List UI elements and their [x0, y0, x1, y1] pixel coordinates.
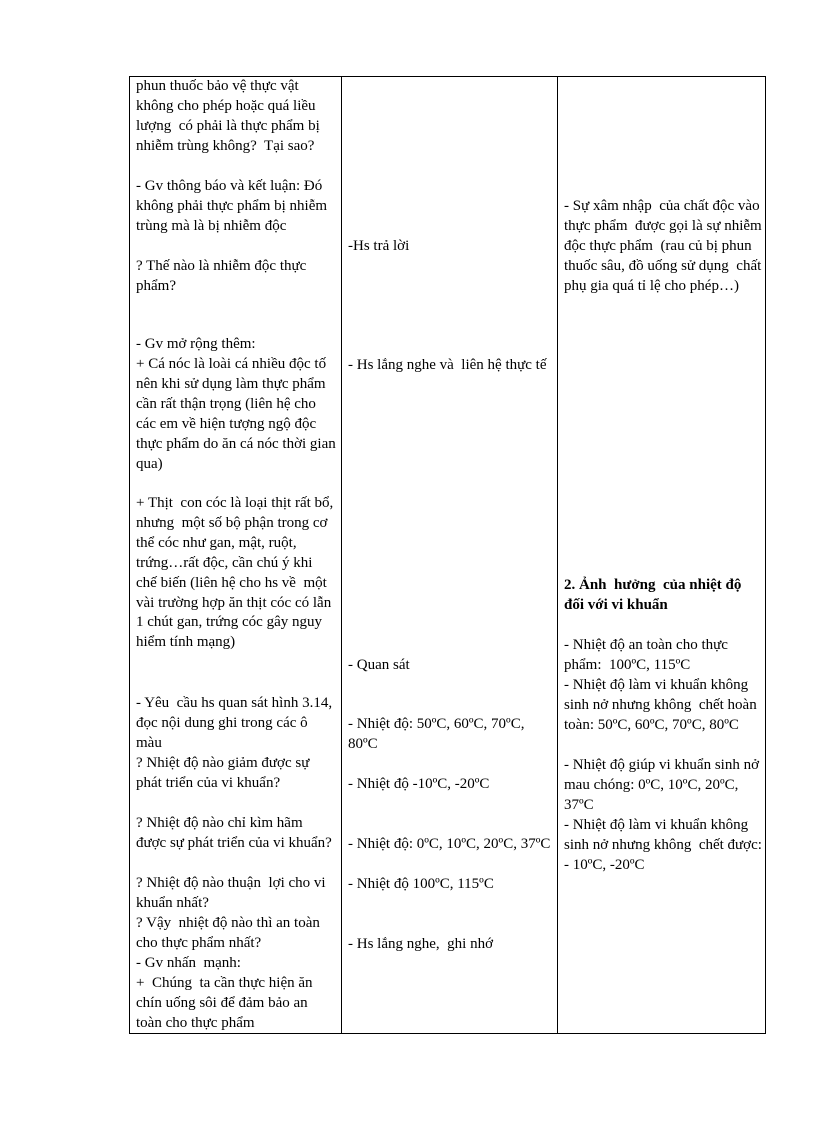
teacher-paragraph: ? Thế nào là nhiễm độc thực phẩm?: [136, 258, 311, 294]
teacher-paragraph: + Chúng ta cần thực hiện ăn chín uống sôi để đảm bảo an toàn cho thực phẩm: [136, 975, 317, 1031]
temperature-item: - Nhiệt độ làm vi khuẩn không sinh nở nhưng không chết được: - 10ºC, -20ºC: [564, 817, 789, 873]
lesson-table: [129, 76, 789, 1034]
column-divider: [557, 77, 558, 1033]
teacher-paragraph: ? Vậy nhiệt độ nào thì an toàn cho thực phẩm nhất?: [136, 915, 324, 951]
temperature-item: - Nhiệt độ làm vi khuẩn không sinh nở nhưng không chết hoàn toàn: 50ºC, 60ºC, 70ºC, 80ºC: [564, 677, 761, 733]
student-paragraph: -Hs trả lời: [348, 238, 410, 254]
section-heading: 2. Ảnh hưởng của nhiệt độ đối với vi khuẩn: [564, 577, 746, 613]
student-paragraph: - Hs lắng nghe, ghi nhớ: [348, 936, 493, 952]
teacher-paragraph: + Thịt con cóc là loại thịt rất bổ, nhưng một số bộ phận trong cơ thể cóc như gan, mật, ruột, trứng…rất độc, cần chú ý khi chế biến (liên hệ cho hs về một vài trường hợp ăn thịt cóc có lẫn 1 chút gan, trứng cóc gây nguy hiểm tính mạng): [136, 495, 338, 651]
temperature-item: - Nhiệt độ an toàn cho thực phẩm: 100ºC, 115ºC: [564, 637, 732, 673]
teacher-paragraph: phun thuốc bảo vệ thực vật không cho phép hoặc quá liều lượng có phải là thực phẩm bị nhiễm trùng không? Tại sao?: [136, 78, 324, 154]
teacher-paragraph: - Gv thông báo và kết luận: Đó không phải thực phẩm bị nhiễm trùng mà là bị nhiễm độc: [136, 178, 331, 234]
teacher-paragraph: - Gv mở rộng thêm:: [136, 336, 256, 352]
student-paragraph: - Hs lắng nghe và liên hệ thực tế: [348, 357, 547, 373]
student-paragraph: - Quan sát: [348, 657, 410, 673]
temperature-item: - Nhiệt độ giúp vi khuẩn sinh nở mau chóng: 0ºC, 10ºC, 20ºC, 37ºC: [564, 757, 763, 813]
student-paragraph: - Nhiệt độ: 0ºC, 10ºC, 20ºC, 37ºC: [348, 836, 551, 852]
teacher-paragraph: + Cá nóc là loài cá nhiều độc tố nên khi sử dụng làm thực phẩm cần rất thận trọng (liên hệ cho các em về hiện tượng ngộ độc thực phẩm do ăn cá nóc thời gian qua): [136, 356, 340, 472]
student-paragraph: - Nhiệt độ: 50ºC, 60ºC, 70ºC, 80ºC: [348, 716, 529, 752]
teacher-paragraph: ? Nhiệt độ nào thuận lợi cho vi khuẩn nhất?: [136, 875, 330, 911]
student-paragraph: - Nhiệt độ 100ºC, 115ºC: [348, 876, 494, 892]
teacher-paragraph: - Yêu cầu hs quan sát hình 3.14, đọc nội dung ghi trong các ô màu: [136, 695, 336, 751]
student-paragraph: - Nhiệt độ -10ºC, -20ºC: [348, 776, 490, 792]
teacher-paragraph: ? Nhiệt độ nào giảm được sự phát triển của vi khuẩn?: [136, 755, 314, 791]
teacher-paragraph: - Gv nhấn mạnh:: [136, 955, 241, 971]
definition-paragraph: - Sự xâm nhập của chất độc vào thực phẩm được gọi là sự nhiễm độc thực phẩm (rau củ bị phun thuốc sâu, đồ uống sử dụng chất phụ gia quá tỉ lệ cho phép…): [564, 198, 770, 294]
teacher-paragraph: ? Nhiệt độ nào chỉ kìm hãm được sự phát triển của vi khuẩn?: [136, 815, 332, 851]
column-divider: [341, 77, 342, 1033]
